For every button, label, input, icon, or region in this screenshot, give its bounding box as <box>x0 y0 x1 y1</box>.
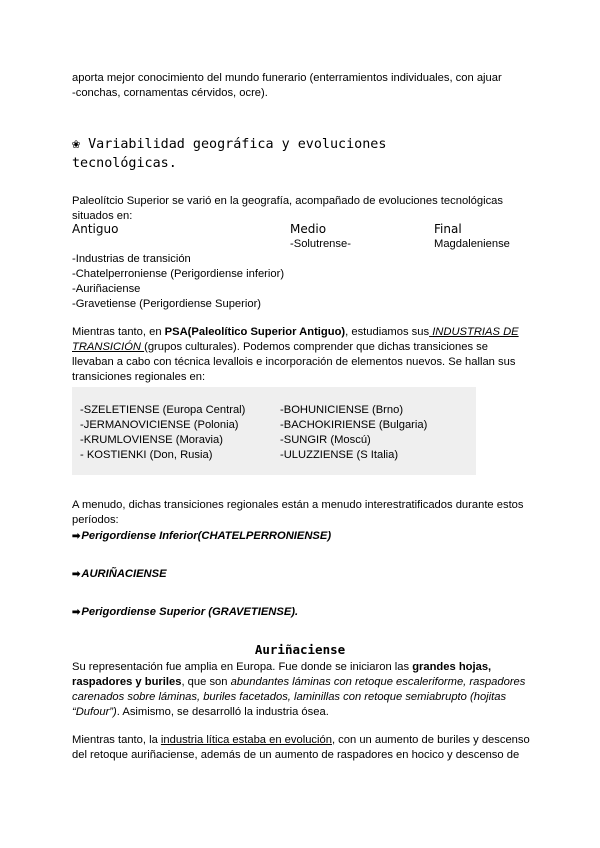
text-run: -SZELETIENSE <box>80 404 160 416</box>
stage-gravetiense <box>72 606 298 618</box>
intro-line: -conchas, cornamentas cérvidos, ocre). <box>72 87 268 99</box>
paragraph-line: situados en: <box>72 210 133 222</box>
heading-line: tecnológicas. <box>72 156 177 171</box>
text-run: Perigordiense Superior (GRAVETIENSE). <box>81 606 299 618</box>
section-heading-variabilidad <box>72 135 542 173</box>
text-run: (grupos culturales). Podemos comprender que dichas transiciones se <box>144 341 488 353</box>
text-run: -SUNGIR <box>280 434 328 446</box>
paragraph-line: períodos: <box>72 514 119 526</box>
intro-paragraph <box>72 71 542 101</box>
text-run: (S Italia) <box>353 449 399 461</box>
text-run: (Moravia) <box>172 434 223 446</box>
flower-bullet-icon: ❀ <box>72 137 81 152</box>
text-run: . Asimismo, se desarrolló la industria ósea. <box>116 706 329 718</box>
paragraph-interestratificados <box>72 498 542 528</box>
paragraph-line: llevaban a cabo con técnica levallois e incorporación de elementos nuevos. Se hallan sus <box>72 356 516 368</box>
arrow-right-icon: ➡ <box>72 569 81 580</box>
text-run: -ULUZZIENSE <box>280 449 354 461</box>
bold-term: raspadores y buriles <box>72 676 182 688</box>
intro-line: aporta mejor conocimiento del mundo funerario (enterramientos individuales, con ajuar <box>72 72 502 84</box>
bold-term: grandes hojas, <box>412 661 492 673</box>
regional-transitions-box <box>72 387 476 475</box>
text-run: (Don, Rusia) <box>146 449 213 461</box>
text-run: (Moscú) <box>327 434 371 446</box>
industrias-transicion-term: INDUSTRIAS DE <box>429 326 519 338</box>
industrias-transicion-term: TRANSICIÓN <box>72 341 145 353</box>
list-item: -Chatelperroniense (Perigordiense inferior) <box>72 268 285 280</box>
list-item: -Industrias de transición <box>72 253 191 265</box>
text-run: Perigordiense Inferior(CHATELPERRONIENSE) <box>81 530 332 542</box>
stage-aurinaciense <box>72 568 167 580</box>
paragraph-aurinaciense <box>72 660 542 720</box>
antiguo-list <box>72 252 372 312</box>
psa-term: PSA(Paleolítico Superior Antiguo) <box>164 326 346 338</box>
region-item <box>280 433 427 448</box>
period-label-medio: Medio <box>290 222 327 236</box>
text-run: (Europa Central) <box>159 404 246 416</box>
region-item <box>80 433 245 448</box>
paragraph-line: transiciones regionales en: <box>72 371 206 383</box>
regions-right-column <box>280 403 427 463</box>
region-item <box>80 418 245 433</box>
list-item: -Auriñaciense <box>72 283 141 295</box>
text-run: -JERMANOVICIENSE <box>80 419 191 431</box>
period-label-antiguo: Antiguo <box>72 222 119 236</box>
text-run: , estudiamos sus <box>345 326 430 338</box>
text-run: (Polonia) <box>190 419 239 431</box>
paragraph-line: Paleolítcio Superior se varió en la geografía, acompañado de evoluciones tecnológicas <box>72 195 503 207</box>
text-run: AURIÑACIENSE <box>81 568 167 580</box>
region-item <box>280 418 427 433</box>
heading-line: Variabilidad geográfica y evoluciones <box>88 137 387 152</box>
paragraph-psa <box>72 325 542 385</box>
text-run: carenados sobre láminas, buriles facetados, laminillas con retoque semiabrupto (hojitas <box>72 691 507 703</box>
paragraph-geografia <box>72 194 542 224</box>
text-run: -KRUMLOVIENSE <box>80 434 173 446</box>
text-run: Mientras tanto, en <box>72 326 165 338</box>
text-run: “Dufour”) <box>72 706 117 718</box>
text-run: , con un aumento de buriles y descenso <box>331 734 530 746</box>
list-item: -Gravetiense (Perigordiense Superior) <box>72 298 262 310</box>
text-run: (Brno) <box>368 404 404 416</box>
text-run: Mientras tanto, la <box>72 734 161 746</box>
text-run: -BOHUNICIENSE <box>280 404 369 416</box>
text-run: abundantes láminas con retoque escaleriforme, raspadores <box>230 676 526 688</box>
text-run: , que son <box>181 676 231 688</box>
paragraph-line: del retoque auriñaciense, además de un aumento de raspadores en hocico y descenso de <box>72 749 520 761</box>
underlined-term: industria lítica estaba en evolución <box>160 734 332 746</box>
text-run: Su representación fue amplia en Europa. Fue donde se iniciaron las <box>72 661 413 673</box>
region-item <box>280 448 427 463</box>
text-run: (Bulgaria) <box>375 419 428 431</box>
period-label-final: Final <box>434 222 462 236</box>
stage-chatelperroniense <box>72 530 331 542</box>
paragraph-industria-litica <box>72 733 542 763</box>
paragraph-line: A menudo, dichas transiciones regionales están a menudo interestratificados durante estos <box>72 499 524 511</box>
regions-left-column <box>80 403 245 463</box>
region-item <box>80 403 245 418</box>
period-medio-value: -Solutrense- <box>290 238 351 250</box>
region-item <box>280 403 427 418</box>
text-run: -BACHOKIRIENSE <box>280 419 376 431</box>
text-run: - KOSTIENKI <box>80 449 147 461</box>
arrow-right-icon: ➡ <box>72 531 81 542</box>
period-final-value: Magdaleniense <box>434 238 510 250</box>
section-heading-aurinaciense: Auriñaciense <box>254 642 346 657</box>
arrow-right-icon: ➡ <box>72 607 81 618</box>
region-item <box>80 448 245 463</box>
